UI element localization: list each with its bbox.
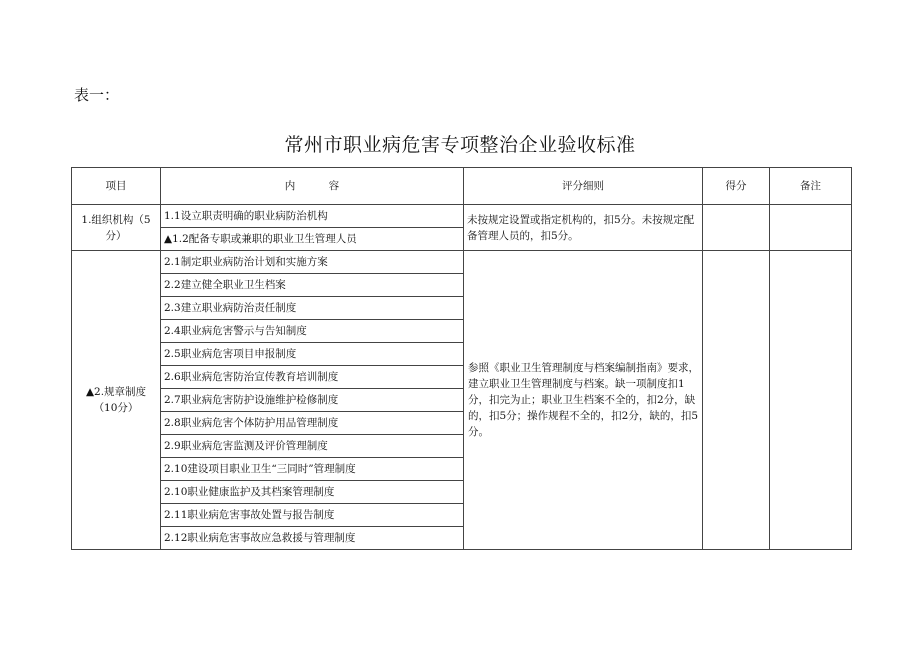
item-2-3: 2.3建立职业病防治责任制度: [161, 297, 464, 320]
item-2-7: 2.7职业病危害防护设施维护检修制度: [161, 389, 464, 412]
header-remark: 备注: [770, 168, 852, 205]
group-1-score: [703, 205, 770, 251]
group-2-score: [703, 251, 770, 550]
item-1-1: 1.1设立职责明确的职业病防治机构: [161, 205, 464, 228]
group-1-name: 1.组织机构（5分）: [72, 205, 161, 251]
item-2-6: 2.6职业病危害防治宣传教育培训制度: [161, 366, 464, 389]
document-title: 常州市职业病危害专项整治企业验收标准: [284, 134, 636, 156]
group-2-criteria: 参照《职业卫生管理制度与档案编制指南》要求，建立职业卫生管理制度与档案。缺一项制度扣1分，扣完为止；职业卫生档案不全的，扣2分，缺的，扣5分；操作规程不全的，扣2分，缺的，扣5分。: [464, 251, 703, 550]
item-2-8: 2.8职业病危害个体防护用品管理制度: [161, 412, 464, 435]
group-2-name: ▲2.规章制度（10分）: [72, 251, 161, 550]
item-1-2: ▲1.2配备专职或兼职的职业卫生管理人员: [161, 228, 464, 251]
item-2-5: 2.5职业病危害项目申报制度: [161, 343, 464, 366]
acceptance-standards-table: [71, 167, 852, 550]
item-2-1: 2.1制定职业病防治计划和实施方案: [161, 251, 464, 274]
item-2-10b: 2.10职业健康监护及其档案管理制度: [161, 481, 464, 504]
group-2-remark: [770, 251, 852, 550]
group-1-remark: [770, 205, 852, 251]
header-score: 得分: [703, 168, 770, 205]
table-label: 表一：: [74, 86, 120, 104]
header-criteria: 评分细则: [464, 168, 703, 205]
header-content: 内 容: [161, 168, 464, 205]
item-2-4: 2.4职业病危害警示与告知制度: [161, 320, 464, 343]
group-1-criteria: 未按规定设置或指定机构的，扣5分。未按规定配备管理人员的，扣5分。: [464, 205, 703, 251]
header-project: 项目: [72, 168, 161, 205]
item-2-11: 2.11职业病危害事故处置与报告制度: [161, 504, 464, 527]
item-2-9: 2.9职业病危害监测及评价管理制度: [161, 435, 464, 458]
item-2-12: 2.12职业病危害事故应急救援与管理制度: [161, 527, 464, 550]
item-2-10a: 2.10建设项目职业卫生“三同时”管理制度: [161, 458, 464, 481]
item-2-2: 2.2建立健全职业卫生档案: [161, 274, 464, 297]
